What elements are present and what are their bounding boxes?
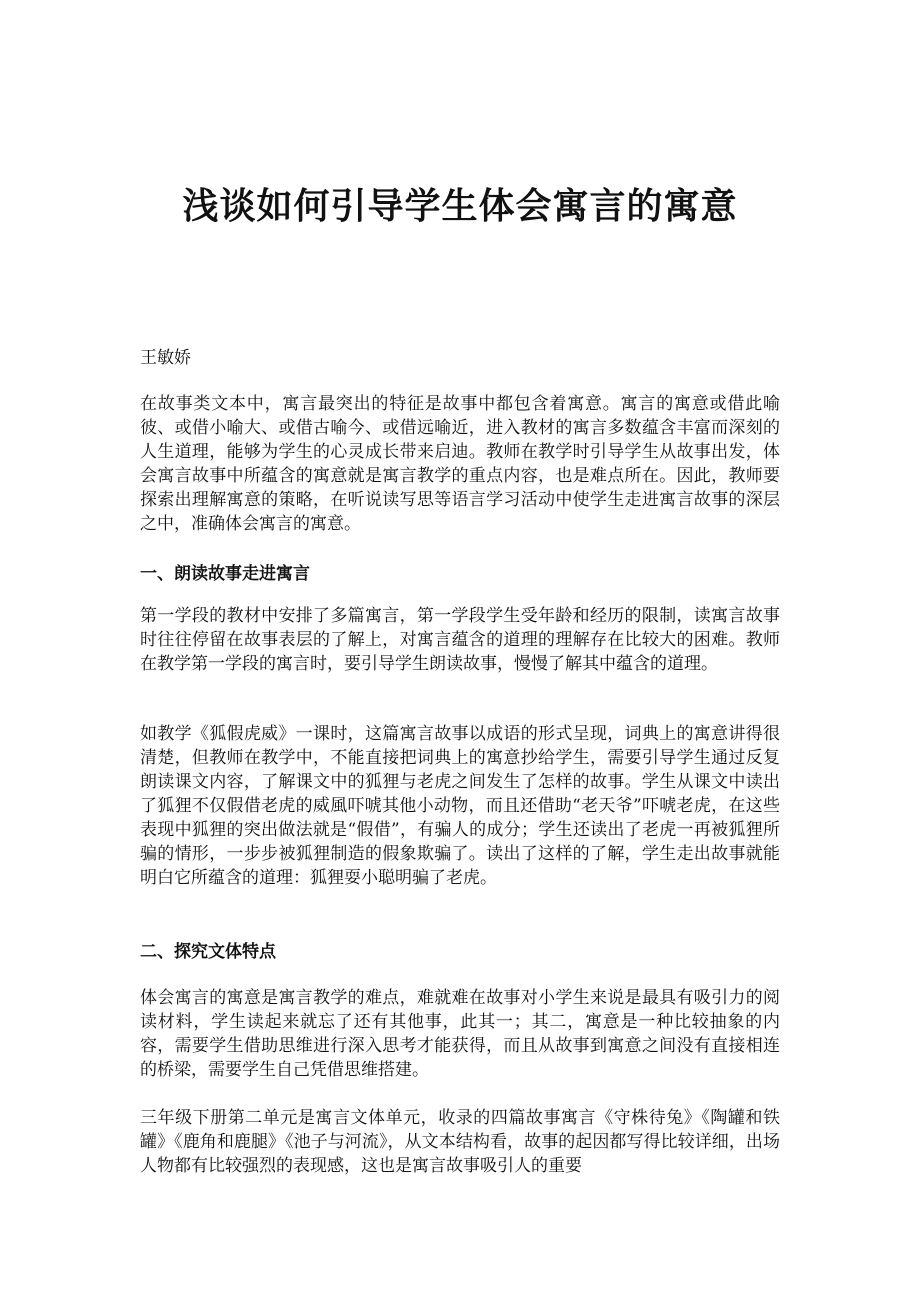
section1-paragraph-1: 第一学段的教材中安排了多篇寓言，第一学段学生受年龄和经历的限制，读寓言故事时往往停留在故事表层的了解上，对寓言蕴含的道理的理解存在比较大的困难。教师在教学第一学段的寓言时，要引导学生朗读故事，慢慢了解其中蕴含的道理。 bbox=[140, 606, 780, 674]
section2-paragraph-1: 体会寓言的寓意是寓言教学的难点，难就难在故事对小学生来说是最具有吸引力的阅读材料，学生读起来就忘了还有其他事，此其一；其二，寓意是一种比较抽象的内容，需要学生借助思维进行深入思考才能获得，而且从故事到寓意之间没有直接相连的桥梁，需要学生自己凭借思维搭建。 bbox=[140, 988, 780, 1080]
document-title: 浅谈如何引导学生体会寓言的寓意 bbox=[182, 185, 738, 227]
section1-paragraph-2: 如教学《狐假虎威》一课时，这篇寓言故事以成语的形式呈现，词典上的寓意讲得很清楚，但教师在教学中，不能直接把词典上的寓意抄给学生，需要引导学生通过反复朗读课文内容，了解课文中的狐狸与老虎之间发生了怎样的故事。学生从课文中读出了狐狸不仅假借老虎的威風吓唬其他小动物，而且还借助“老天爷”吓唬老虎，在这些表现中狐狸的突出做法就是“假借”，有骗人的成分；学生还读出了老虎一再被狐狸所骗的情形，一步步被狐狸制造的假象欺骗了。读出了这样的了解，学生走出故事就能明白它所蕴含的道理：狐狸耍小聪明骗了老虎。 bbox=[140, 724, 780, 888]
author-name: 王敏娇 bbox=[140, 348, 191, 368]
intro-paragraph: 在故事类文本中，寓言最突出的特征是故事中都包含着寓意。寓言的寓意或借此喻彼、或借小喻大、或借古喻今、或借远喻近，进入教材的寓言多数蕴含丰富而深刻的人生道理，能够为学生的心灵成长带来启迪。教师在教学时引导学生从故事出发，体会寓言故事中所蕴含的寓意就是寓言教学的重点内容，也是难点所在。因此，教师要探索出理解寓意的策略，在听说读写思等语言学习活动中使学生走进寓言故事的深层之中，准确体会寓言的寓意。 bbox=[140, 394, 780, 534]
section2-paragraph-2: 三年级下册第二单元是寓言文体单元，收录的四篇故事寓言《守株待兔》《陶罐和铁罐》《鹿角和鹿腿》《池子与河流》，从文本结构看，故事的起因都写得比较详细，出场人物都有比较强烈的表现感，这也是寓言故事吸引人的重要 bbox=[140, 1108, 780, 1176]
section-heading-2: 二、探究文体特点 bbox=[140, 942, 276, 962]
section-heading-1: 一、朗读故事走进寓言 bbox=[140, 564, 310, 584]
